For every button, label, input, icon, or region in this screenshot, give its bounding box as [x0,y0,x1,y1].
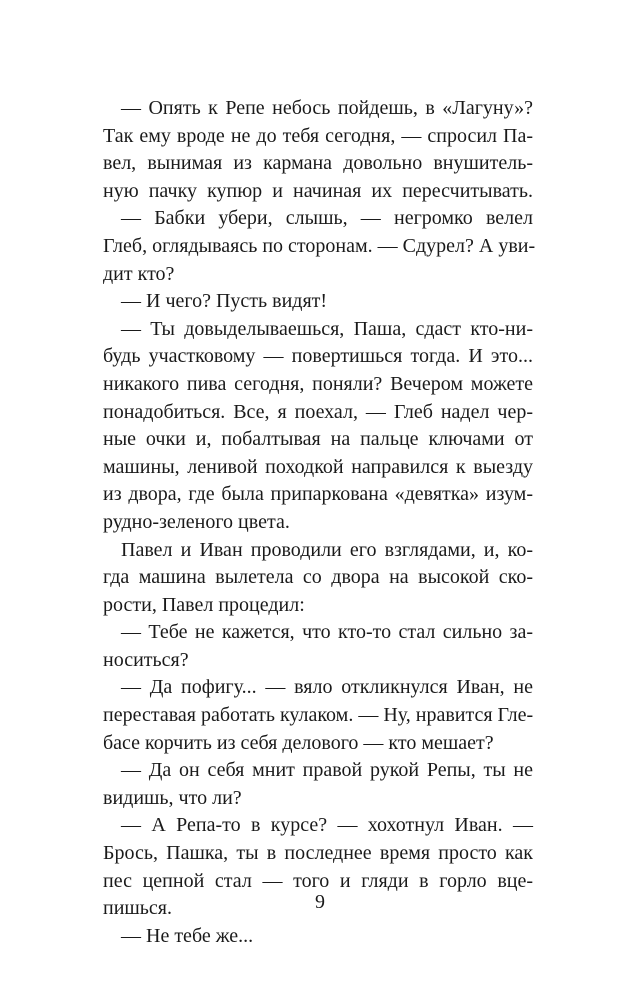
text-line: — Да он себя мнит правой рукой Репы, ты не [121,759,533,782]
text-line: басе корчить из себя делового — кто мешает? [103,731,494,754]
text-line: — И чего? Пусть видят! [121,290,328,313]
page-number: 9 [315,891,325,913]
text-line: Так ему вроде не до тебя сегодня, — спросил Па- [103,124,533,147]
text-line: — Бабки убери, слышь, — негромко велел [121,207,533,230]
text-line: Глеб, оглядываясь по сторонам. — Сдурел? А уви- [103,234,536,257]
text-line: видишь, что ли? [103,786,242,809]
text-line: — Опять к Репе небось пойдешь, в «Лагуну»? [121,97,533,119]
text-line: никакого пива сегодня, поняли? Вечером можете [103,372,533,395]
text-line: переставая работать кулаком. — Ну, нравится Гле- [103,704,534,727]
text-line: — Не тебе же... [121,924,254,947]
text-line: ную пачку купюр и начиная их пересчитывать. [103,179,533,202]
text-line: машины, ленивой походкой направился к выезду [103,455,533,478]
text-line: пес цепной стал — того и гляди в горло вце- [103,869,533,892]
text-line: дит кто? [103,262,175,285]
text-line: будь участковому — повертишься тогда. И это... [103,345,533,368]
text-line: ные очки и, побалтывая на пальце ключами от [103,428,533,451]
text-line: вел, вынимая из кармана довольно внушитель- [103,152,533,175]
text-line: из двора, где была припаркована «девятка» изум- [103,483,533,506]
text-line: рудно-зеленого цвета. [103,510,290,533]
text-line: понадобиться. Все, я поехал, — Глеб надел чер- [103,400,533,423]
body-text [103,95,536,950]
text-line: Павел и Иван проводили его взглядами, и, ко- [121,538,533,561]
text-line: носиться? [103,648,189,671]
text-line: Брось, Пашка, ты в последнее время просто как [103,842,533,865]
text-line: — Тебе не кажется, что кто-то стал сильно за- [121,621,533,644]
text-line: — Да пофигу... — вяло откликнулся Иван, не [121,676,533,699]
text-line: пишься. [103,897,173,920]
text-line: — А Репа-то в курсе? — хохотнул Иван. — [121,814,533,837]
text-line: — Ты довыделываешься, Паша, сдаст кто-ни- [121,317,533,340]
text-line: гда машина вылетела со двора на высокой ско- [103,566,533,589]
text-line: рости, Павел процедил: [103,593,305,616]
